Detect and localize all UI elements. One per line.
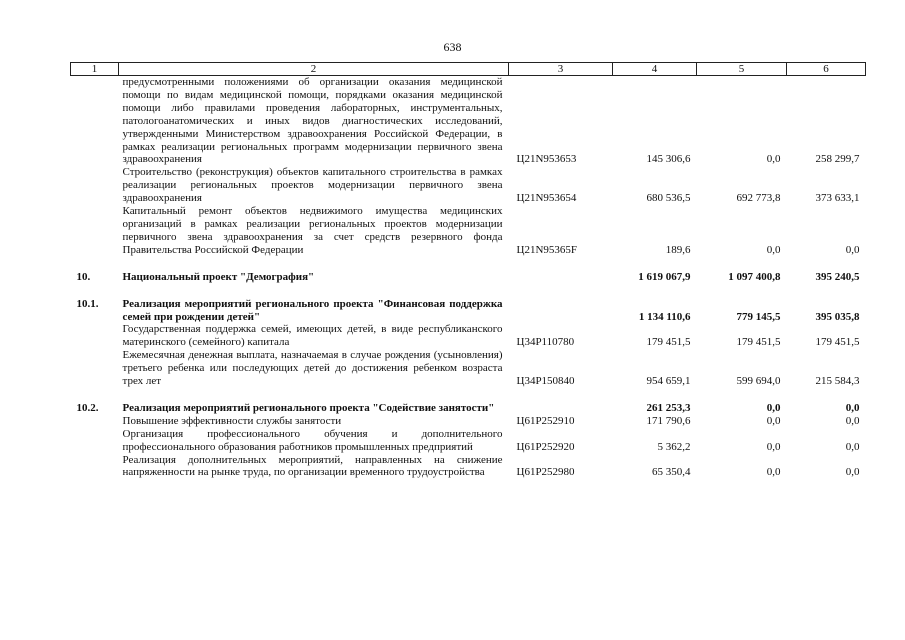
row-number: 10. — [76, 270, 91, 283]
amount-col-5: 0,0 — [766, 153, 781, 166]
column-header-2: 2 — [119, 63, 509, 76]
column-header-1: 1 — [71, 63, 119, 76]
budget-code — [509, 402, 613, 415]
section-row — [71, 402, 866, 415]
row-number — [71, 415, 119, 428]
row-description: Организация профессионального обучения и дополнительного профессионального образования работников промышленных предприятий — [122, 427, 503, 453]
amount-col-5: 599 694,0 — [736, 375, 781, 388]
budget-code: Ц34P110780 — [516, 336, 575, 349]
amount-col-4: 179 451,5 — [646, 336, 691, 349]
amount-col-4: 65 350,4 — [652, 466, 691, 479]
row-description: Капитальный ремонт объектов недвижимого имущества медицинских организаций в рамках реализации региональных проектов модернизации первичного звена здравоохранения за счет средств резервного фонда Правительства Российской Федерации — [122, 205, 503, 256]
table-row — [71, 349, 866, 388]
budget-code: Ц21N95365F — [516, 243, 578, 256]
column-header-3: 3 — [509, 63, 613, 76]
row-number — [71, 166, 119, 205]
row-description: Реализация мероприятий регионального проекта "Финансовая поддержка семей при рождении детей" — [122, 297, 503, 323]
budget-code: Ц61P252920 — [516, 440, 575, 453]
table-body — [71, 76, 866, 480]
amount-col-6: 0,0 — [845, 401, 860, 414]
table-row — [71, 428, 866, 454]
row-number — [71, 349, 119, 388]
spacer-row — [71, 284, 866, 298]
row-description: Ежемесячная денежная выплата, назначаемая в случае рождения (усыновления) третьего ребенка или последующих детей до достижения ребенком возраста трех лет — [122, 349, 503, 388]
column-header-5: 5 — [697, 63, 787, 76]
amount-col-4: 5 362,2 — [657, 440, 691, 453]
row-description: Реализация дополнительных мероприятий, направленных на снижение напряженности на рынке труда, по организации временного трудоустройства — [122, 453, 503, 479]
amount-col-6: 0,0 — [845, 414, 860, 427]
amount-col-5: 692 773,8 — [736, 192, 781, 205]
amount-col-5: 0,0 — [766, 466, 781, 479]
table-row — [71, 323, 866, 349]
section-row — [71, 298, 866, 324]
row-description: Национальный проект "Демография" — [122, 270, 315, 283]
amount-col-4: 189,6 — [665, 243, 691, 256]
row-description: Государственная поддержка семей, имеющих детей, в виде республиканского материнского (семейного) капитала — [122, 323, 503, 349]
budget-code: Ц21N953654 — [516, 192, 577, 205]
amount-col-5: 0,0 — [766, 440, 781, 453]
amount-col-4: 145 306,6 — [646, 153, 691, 166]
amount-col-4: 1 619 067,9 — [638, 270, 691, 283]
amount-col-4: 1 134 110,6 — [638, 310, 691, 323]
page-number: 638 — [443, 40, 462, 54]
row-number: 10.1. — [76, 297, 99, 310]
row-number — [71, 428, 119, 454]
amount-col-6: 0,0 — [845, 466, 860, 479]
row-number — [71, 205, 119, 257]
amount-col-6: 0,0 — [845, 243, 860, 256]
spacer-row — [71, 388, 866, 402]
spacer-row — [71, 257, 866, 271]
budget-code: Ц21N953653 — [516, 153, 577, 166]
amount-col-6: 0,0 — [845, 440, 860, 453]
amount-col-5: 0,0 — [766, 401, 781, 414]
amount-col-5: 1 097 400,8 — [728, 270, 781, 283]
budget-table — [70, 62, 866, 479]
budget-code — [509, 298, 613, 324]
budget-code — [509, 271, 613, 284]
row-description: предусмотренными положениями об организации оказания медицинской помощи по видам медицинской помощи, порядками оказания медицинской помощи либо правилами проведения лабораторных, инструментальных, патологоанатомических и иных видов диагностических исследований, утвержденными Министерством здравоохранения Российской Федерации, в рамках реализации региональных программ модернизации первичного звена здравоохранения — [122, 76, 503, 166]
section-row — [71, 271, 866, 284]
column-header-6: 6 — [787, 63, 866, 76]
table-row — [71, 166, 866, 205]
budget-code: Ц61P252980 — [516, 466, 575, 479]
table-row — [71, 454, 866, 480]
row-number — [71, 76, 119, 167]
table-header-row — [71, 63, 866, 76]
amount-col-6: 373 633,1 — [815, 192, 860, 205]
amount-col-6: 395 035,8 — [815, 310, 860, 323]
table-row — [71, 415, 866, 428]
amount-col-5: 179 451,5 — [736, 336, 781, 349]
amount-col-4: 171 790,6 — [646, 414, 691, 427]
amount-col-4: 954 659,1 — [646, 375, 691, 388]
amount-col-5: 0,0 — [766, 243, 781, 256]
amount-col-5: 779 145,5 — [736, 310, 781, 323]
table-row — [71, 205, 866, 257]
amount-col-6: 215 584,3 — [815, 375, 860, 388]
amount-col-6: 395 240,5 — [815, 270, 860, 283]
row-number — [71, 323, 119, 349]
row-description: Повышение эффективности службы занятости — [122, 414, 342, 427]
amount-col-4: 680 536,5 — [646, 192, 691, 205]
budget-code: Ц61P252910 — [516, 414, 575, 427]
table-row — [71, 76, 866, 167]
amount-col-4: 261 253,3 — [646, 401, 691, 414]
amount-col-5: 0,0 — [766, 414, 781, 427]
budget-code: Ц34P150840 — [516, 375, 575, 388]
row-description: Реализация мероприятий регионального проекта "Содействие занятости" — [122, 401, 495, 414]
amount-col-6: 258 299,7 — [815, 153, 860, 166]
row-description: Строительство (реконструкция) объектов капитального строительства в рамках реализации региональных проектов модернизации первичного звена здравоохранения — [122, 166, 503, 205]
row-number: 10.2. — [76, 401, 99, 414]
row-number — [71, 454, 119, 480]
amount-col-6: 179 451,5 — [815, 336, 860, 349]
column-header-4: 4 — [613, 63, 697, 76]
